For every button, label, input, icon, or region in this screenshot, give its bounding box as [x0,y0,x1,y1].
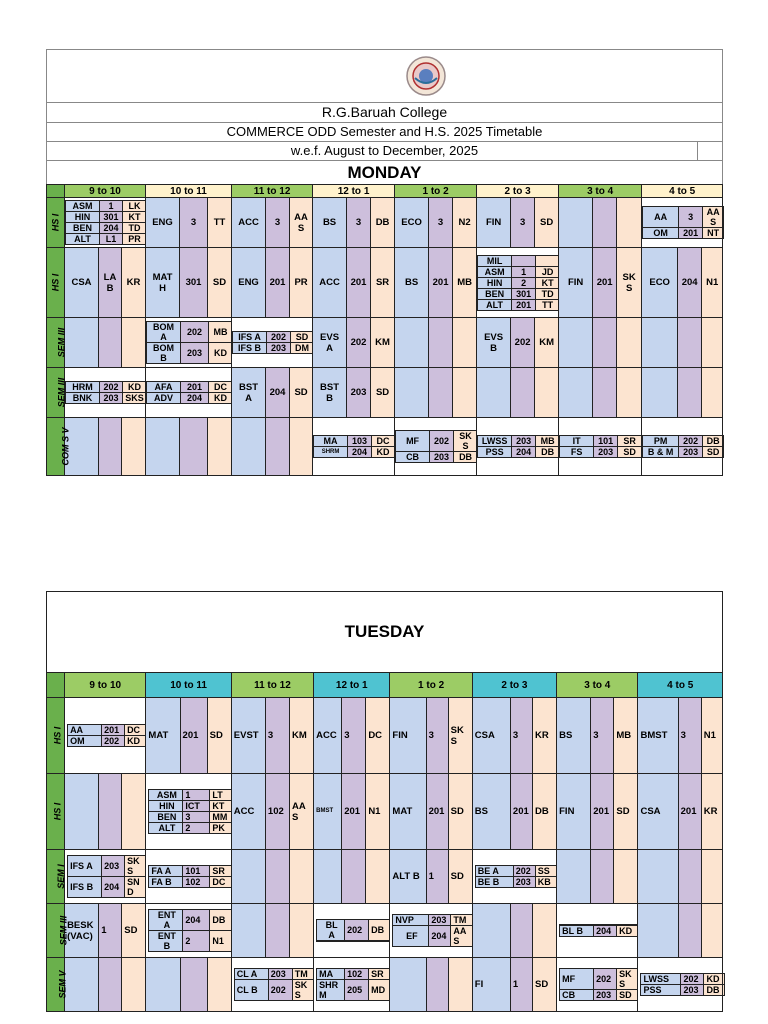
corner-cell [47,673,65,698]
slot-header: 12 to 1 [313,185,395,198]
subject-group: LWSS 202 KD PSS 203 DB [638,958,723,1012]
subject-group: ASM 1 LT HIN ICT KT BEN 3 MM ALT 2 PK [146,774,231,850]
table-row: HS I CSA LA B KR MAT H 301 SD ENG 201 PR ACC 201 SR BS 201 MB MIL ASM 1 JD HIN 2 KT BEN 301 TD ALT 201 TT FIN 201 SK S ECO 204 N1 [47,248,723,318]
slot-header: 9 to 10 [65,673,146,698]
row-label [47,904,69,958]
subject-group: MF 202 SK S CB 203 DB [395,418,477,476]
slot-header: 1 to 2 [395,185,477,198]
row-label [47,198,65,248]
corner-cell [47,185,65,198]
subject-group: MA 103 DC SHRM 204 KD [313,418,395,476]
row-label [47,774,65,850]
tuesday-table [46,672,723,1012]
subject-group: AFA 201 DC ADV 204 KD [146,368,232,418]
table-row: HS I AA 201 DC OM 202 KD MAT 201 SD EVST 3 KM ACC 3 DC FIN 3 SK S CSA 3 KR BS 3 MB BMST 3 N1 [47,698,723,774]
subject-group: NVP 203 TM EF 204 AA S [390,904,472,958]
subject-group: FA A 101 SR FA B 102 DC [146,850,231,904]
row-label-text: HS I [52,726,63,745]
subject-group: AA 3 AA S OM 201 NT [642,198,723,248]
monday-title: MONDAY [47,160,722,185]
subject-group: BOM A 202 MB BOM B 203 KD [146,318,232,368]
monday-slot-row [47,185,723,198]
tuesday-slot-row [47,673,723,698]
effective-dates [47,142,722,160]
table-row: SEM V CL A 203 TM CL B 202 SK S MA 102 SR SHR M 205 MD FI 1 SD MF 202 SK S CB 203 SD LWSS 202 KD PSS 203 DB [47,958,723,1012]
subject-group: CL A 203 TM CL B 202 SK S [231,958,313,1012]
row-label-text: HS I [50,273,61,292]
subject-group: LWSS 203 MB PSS 204 DB [477,418,559,476]
tuesday-title: TUESDAY [46,591,723,672]
row-label [47,368,65,418]
table-row: HS I ASM 1 LT HIN ICT KT BEN 3 MM ALT 2 PK ACC 102 AA S BMST 201 N1 MAT 201 SD BS 201 DB FIN 201 SD CSA 201 KR [47,774,723,850]
table-row: SEM I IFS A 203 SK S IFS B 204 SN D FA A 101 SR FA B 102 DC ALT B 1 SD BE A 202 SS BE B 203 KB [47,850,723,904]
table-row: HS I ASM 1 LK HIN 301 KT BEN 204 TD ALT L1 PR ENG 3 TT ACC 3 AA S BS 3 DB ECO 3 N2 FIN 3 SD AA 3 AA S OM 201 NT [47,198,723,248]
slot-header: 10 to 11 [146,185,232,198]
subject-group: IFS A 202 SD IFS B 203 DM [232,318,313,368]
slot-header: 12 to 1 [314,673,390,698]
row-label-text: COM S V [60,427,71,466]
subject-group: MA 102 SR SHR M 205 MD [314,958,390,1012]
row-label [47,958,68,1012]
row-label-text: SEM I [55,864,66,889]
subject-group: BL B 204 KD [557,904,638,958]
slot-header: 3 to 4 [559,185,642,198]
subject-group: ENT A 204 DB ENT B 2 N1 [146,904,231,958]
timetable-title: COMMERCE ODD Semester and H.S. 2025 Timetable [47,123,722,142]
slot-header: 4 to 5 [642,185,723,198]
subject-group: AA 201 DC OM 202 KD [65,698,146,774]
row-label-text: SEM III [56,327,67,358]
subject-group: HRM 202 KD BNK 203 SKS [65,368,146,418]
row-label-text: HS I [50,213,61,232]
row-label [47,850,65,904]
row-label [47,248,65,318]
row-label-text: SEM V [57,970,68,999]
college-seal-icon [405,55,447,97]
subject-group: BL A 202 DB [314,904,390,958]
college-name: R.G.Baruah College [47,103,722,123]
subject-group: IT 101 SR FS 203 SD [559,418,642,476]
table-row: SEM III HRM 202 KD BNK 203 SKS AFA 201 DC ADV 204 KD BST A 204 SD BST B 203 SD [47,368,723,418]
subject-group: MF 202 SK S CB 203 SD [557,958,638,1012]
subject-group: PM 202 DB B & M 203 SD [642,418,723,476]
slot-header: 2 to 3 [472,673,556,698]
slot-header: 9 to 10 [65,185,146,198]
effective-dates-text: w.e.f. August to December, 2025 [290,143,479,158]
timetable-header [46,49,723,186]
logo-row [47,50,722,103]
row-label-text: HS I [52,802,63,821]
empty-cell [697,142,722,160]
table-row [47,418,723,476]
row-label [47,418,71,476]
slot-header: 11 to 12 [231,673,313,698]
slot-header: 3 to 4 [557,673,638,698]
subject-group: ASM 1 LK HIN 301 KT BEN 204 TD ALT L1 PR [65,198,146,248]
slot-header: 10 to 11 [146,673,231,698]
subject-group: BE A 202 SS BE B 203 KB [472,850,556,904]
slot-header: 1 to 2 [390,673,472,698]
table-row: SEM III BOM A 202 MB BOM B 203 KD IFS A 202 SD IFS B 203 DM EVS A 202 KM EVS B 202 KM [47,318,723,368]
row-label-text: SEM III [56,377,67,408]
monday-table [46,184,723,476]
slot-header: 11 to 12 [232,185,313,198]
row-label [47,318,65,368]
slot-header: 4 to 5 [638,673,723,698]
subject-group: IFS A 203 SK S IFS B 204 SN D [65,850,146,904]
table-row: SEM III BESK (VAC) 1 SD ENT A 204 DB ENT B 2 N1 BL A 202 DB NVP 203 TM EF 204 AA S BL B 204 KD [47,904,723,958]
slot-header: 2 to 3 [477,185,559,198]
row-label [47,698,65,774]
subject-group: MIL ASM 1 JD HIN 2 KT BEN 301 TD ALT 201 TT [477,248,559,318]
row-label-text: SEM III [58,915,69,946]
